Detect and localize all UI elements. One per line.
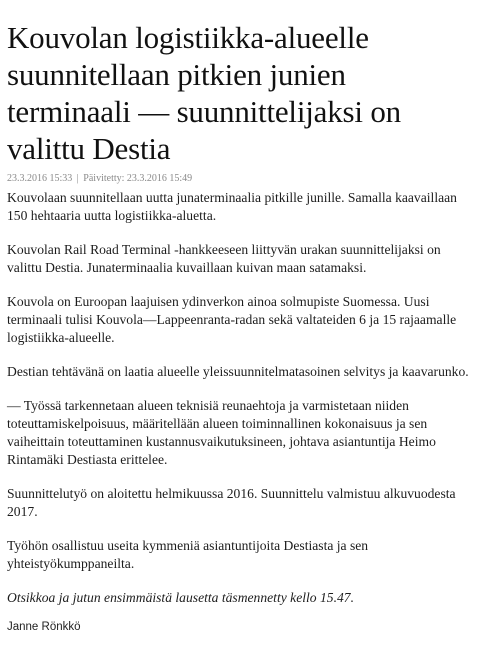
meta-separator: |	[76, 173, 79, 184]
article-paragraph: Kouvolaan suunnitellaan uutta junaterminaalia pitkille junille. Samalla kaavaillaan 150 hehtaaria uutta logistiikka-aluetta.	[7, 190, 457, 223]
article-paragraph: Suunnittelutyö on aloitettu helmikuussa 2016. Suunnittelu valmistuu alkuvuodesta 2017.	[7, 486, 456, 519]
article-body	[7, 189, 475, 607]
article-meta	[7, 172, 475, 185]
article-paragraph: — Työssä tarkennetaan alueen teknisiä reunaehtoja ja varmistetaan niiden toteuttamiskelpoisuus, määritellään alueen toiminnallinen kokonaisuus ja sen vaiheittain toteuttaminen kustannusvaikutuksineen, johtava asiantuntija Heimo Rintamäki Destiasta erittelee.	[7, 398, 436, 467]
article-paragraph: Kouvolan Rail Road Terminal -hankkeeseen liittyvän urakan suunnittelijaksi on valittu Destia. Junaterminaalia kuvaillaan kuivan maan satamaksi.	[7, 242, 441, 275]
correction-note: Otsikkoa ja jutun ensimmäistä lausetta täsmennetty kello 15.47.	[7, 590, 354, 605]
updated-timestamp: 23.3.2016 15:49	[126, 173, 193, 184]
article-paragraph: Destian tehtävänä on laatia alueelle yleissuunnitelmatasoinen selvitys ja kaavarunko.	[7, 364, 469, 379]
article-paragraph: Työhön osallistuu useita kymmeniä asiantuntijoita Destiasta ja sen yhteistyökumppaneilta.	[7, 538, 369, 571]
published-timestamp: 23.3.2016 15:33	[7, 173, 73, 184]
updated-label: Päivitetty:	[83, 173, 125, 184]
article-author: Janne Rönkkö	[7, 621, 81, 633]
news-article	[7, 19, 475, 634]
article-headline: Kouvolan logistiikka-alueelle suunnitellaan pitkien junien terminaali — suunnittelijaksi on valittu Destia	[7, 20, 401, 166]
article-paragraph: Kouvola on Euroopan laajuisen ydinverkon ainoa solmupiste Suomessa. Uusi terminaali tulisi Kouvola—Lappeenranta-radan sekä valtateiden 6 ja 15 rajaamalle logistiikka-alueelle.	[7, 294, 457, 345]
